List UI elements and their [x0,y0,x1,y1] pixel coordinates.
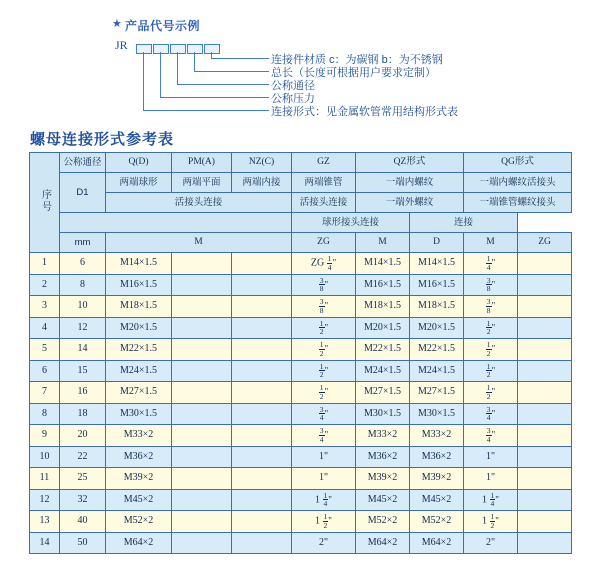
cell-seq: 8 [30,403,60,425]
cell-nz-thread [232,425,292,447]
cell-qz-m: M22×1.5 [356,339,410,361]
cell-q-thread: M64×2 [106,532,172,554]
cell-q-thread: M22×1.5 [106,339,172,361]
cell-qg-m: $\frac{1}{2}$ " [464,339,518,361]
cell-nominal-diameter: 40 [60,511,106,533]
table-body [30,253,572,554]
col-header-dn-unit: mm [60,233,106,253]
col-header-group-code: QZ形式 [356,153,464,173]
cell-nominal-diameter: 50 [60,532,106,554]
cell-gz-thread: $\frac{1}{2}$ " [292,360,356,382]
cell-pm-thread [172,339,232,361]
col-header-group-code: NZ(C) [232,153,292,173]
col-header-seq: 序号 [30,153,60,253]
star-icon: ★ [112,18,122,30]
cell-qg-m: 1 $\frac{1}{4}$ " [464,489,518,511]
cell-seq: 10 [30,446,60,468]
diagram-note: 连接件材质 c：为碳钢 b：为不锈钢 [271,54,443,66]
cell-qg-m: $\frac{3}{4}$ " [464,403,518,425]
cell-qz-d: M52×2 [410,511,464,533]
col-header-group-desc: 两端平面 [172,173,232,193]
cell-gz-thread: 1 $\frac{1}{2}$ " [292,511,356,533]
cell-qg-m: $\frac{3}{4}$ " [464,425,518,447]
cell-gz-thread: $\frac{3}{8}$ " [292,274,356,296]
cell-qg-m: 1" [464,446,518,468]
cell-qg-m: 2" [464,532,518,554]
col-header-connection-type: 活接头连接 [106,193,292,213]
cell-qz-d: M24×1.5 [410,360,464,382]
col-header-blank [60,213,292,233]
cell-pm-thread [172,317,232,339]
cell-nz-thread [232,489,292,511]
cell-seq: 13 [30,511,60,533]
col-header-group-code: QG形式 [464,153,572,173]
table-row [30,296,572,318]
table-row [30,382,572,404]
cell-qg-zg [518,489,572,511]
cell-q-thread: M36×2 [106,446,172,468]
col-header-thread-zg: ZG [292,233,356,253]
diagram-note: 连接形式：见金属软管常用结构形式表 [271,106,458,118]
cell-seq: 9 [30,425,60,447]
col-header-group-code: GZ [292,153,356,173]
table-row [30,253,572,275]
cell-pm-thread [172,489,232,511]
cell-qz-m: M52×2 [356,511,410,533]
cell-pm-thread [172,532,232,554]
cell-qg-zg [518,253,572,275]
cell-seq: 11 [30,468,60,490]
leader-line [143,52,269,111]
cell-qg-m: $\frac{1}{2}$ " [464,382,518,404]
cell-qz-m: M27×1.5 [356,382,410,404]
cell-pm-thread [172,403,232,425]
cell-nominal-diameter: 12 [60,317,106,339]
cell-qg-m: 1" [464,468,518,490]
col-header-connection-type: 一端锥管螺纹接头 [464,193,572,213]
col-header-ball-joint: 球形接头连接 [292,213,410,233]
cell-qg-zg [518,382,572,404]
cell-pm-thread [172,274,232,296]
cell-qz-d: M64×2 [410,532,464,554]
cell-nz-thread [232,274,292,296]
cell-nz-thread [232,468,292,490]
cell-q-thread: M30×1.5 [106,403,172,425]
cell-qg-zg [518,274,572,296]
cell-nominal-diameter: 6 [60,253,106,275]
cell-q-thread: M18×1.5 [106,296,172,318]
cell-nz-thread [232,382,292,404]
cell-qz-d: M18×1.5 [410,296,464,318]
cell-qg-zg [518,511,572,533]
cell-qg-m: $\frac{3}{8}$ " [464,274,518,296]
cell-nz-thread [232,532,292,554]
cell-pm-thread [172,468,232,490]
cell-qg-zg [518,403,572,425]
cell-qg-m: $\frac{1}{4}$ " [464,253,518,275]
cell-seq: 5 [30,339,60,361]
cell-qz-d: M39×2 [410,468,464,490]
cell-qz-m: M33×2 [356,425,410,447]
product-code-prefix: JR [115,38,128,52]
cell-qz-d: M27×1.5 [410,382,464,404]
cell-qz-d: M33×2 [410,425,464,447]
cell-qg-zg [518,468,572,490]
col-header-dn-title: 公称通径 [60,153,106,173]
cell-qg-m: $\frac{1}{2}$ " [464,317,518,339]
cell-seq: 1 [30,253,60,275]
col-header-connection-type: 一端外螺纹 [356,193,464,213]
cell-q-thread: M33×2 [106,425,172,447]
cell-qz-d: M36×2 [410,446,464,468]
cell-nz-thread [232,339,292,361]
section-title: 螺母连接形式参考表 [30,131,175,148]
cell-qg-m: 1 $\frac{1}{2}$ " [464,511,518,533]
cell-qz-d: M45×2 [410,489,464,511]
table-row [30,339,572,361]
col-header-group-desc: 两端内接 [232,173,292,193]
cell-qg-zg [518,360,572,382]
cell-qg-zg [518,532,572,554]
reference-table [29,152,572,554]
cell-gz-thread: $\frac{3}{4}$ " [292,403,356,425]
col-header-connection-type: 活接头连接 [292,193,356,213]
cell-q-thread: M20×1.5 [106,317,172,339]
diagram-note: 公称通径 [271,80,315,92]
cell-pm-thread [172,296,232,318]
diagram-note: 公称压力 [271,93,315,105]
cell-q-thread: M14×1.5 [106,253,172,275]
table-row [30,360,572,382]
cell-nz-thread [232,403,292,425]
cell-gz-thread: 1" [292,446,356,468]
table-row [30,532,572,554]
cell-nz-thread [232,360,292,382]
cell-qz-m: M18×1.5 [356,296,410,318]
cell-seq: 2 [30,274,60,296]
col-header-group-desc: 一端内螺纹活接头 [464,173,572,193]
cell-pm-thread [172,360,232,382]
cell-seq: 3 [30,296,60,318]
cell-qg-zg [518,446,572,468]
table-header-row [30,213,572,233]
cell-nominal-diameter: 20 [60,425,106,447]
cell-pm-thread [172,253,232,275]
table-row [30,403,572,425]
table-row [30,425,572,447]
cell-nominal-diameter: 25 [60,468,106,490]
cell-qz-d: M14×1.5 [410,253,464,275]
cell-nz-thread [232,296,292,318]
cell-pm-thread [172,446,232,468]
cell-qz-m: M30×1.5 [356,403,410,425]
cell-pm-thread [172,425,232,447]
cell-gz-thread: $\frac{1}{2}$ " [292,317,356,339]
cell-nz-thread [232,446,292,468]
cell-nz-thread [232,253,292,275]
table-row [30,468,572,490]
cell-qg-m: $\frac{1}{2}$ " [464,360,518,382]
cell-gz-thread: $\frac{1}{2}$ " [292,382,356,404]
cell-qg-zg [518,339,572,361]
table-row [30,274,572,296]
cell-qz-m: M36×2 [356,446,410,468]
cell-nominal-diameter: 16 [60,382,106,404]
col-header-connect: 连接 [410,213,518,233]
col-header-thread-m: M [464,233,518,253]
cell-qg-m: $\frac{3}{8}$ " [464,296,518,318]
cell-qz-d: M22×1.5 [410,339,464,361]
cell-q-thread: M24×1.5 [106,360,172,382]
table-row [30,317,572,339]
cell-qz-m: M14×1.5 [356,253,410,275]
cell-qg-zg [518,296,572,318]
col-header-thread-m: M [106,233,292,253]
table-header-row [30,173,572,193]
cell-seq: 12 [30,489,60,511]
cell-pm-thread [172,511,232,533]
cell-pm-thread [172,382,232,404]
cell-gz-thread: ZG $\frac{1}{4}$ " [292,253,356,275]
table-row [30,489,572,511]
cell-qg-zg [518,425,572,447]
col-header-thread-d: D [410,233,464,253]
cell-qz-d: M16×1.5 [410,274,464,296]
table-row [30,446,572,468]
cell-nominal-diameter: 22 [60,446,106,468]
col-header-group-code: PM(A) [172,153,232,173]
cell-q-thread: M39×2 [106,468,172,490]
col-header-group-code: Q(D) [106,153,172,173]
cell-nominal-diameter: 8 [60,274,106,296]
cell-q-thread: M27×1.5 [106,382,172,404]
cell-gz-thread: $\frac{3}{4}$ " [292,425,356,447]
cell-qz-m: M24×1.5 [356,360,410,382]
table-row [30,511,572,533]
col-header-group-desc: 两端锥管 [292,173,356,193]
cell-q-thread: M52×2 [106,511,172,533]
col-header-thread-zg: ZG [518,233,572,253]
cell-nz-thread [232,511,292,533]
col-header-thread-m: M [356,233,410,253]
nut-connection-table [29,152,571,554]
diagram-note: 总长（长度可根据用户要求定制） [271,67,436,79]
cell-qz-d: M20×1.5 [410,317,464,339]
cell-qg-zg [518,317,572,339]
col-header-dn-symbol: D1 [60,173,106,213]
cell-seq: 7 [30,382,60,404]
cell-seq: 4 [30,317,60,339]
cell-nominal-diameter: 15 [60,360,106,382]
table-header-row [30,233,572,253]
cell-qz-m: M20×1.5 [356,317,410,339]
cell-nominal-diameter: 14 [60,339,106,361]
cell-qz-m: M45×2 [356,489,410,511]
table-header-row [30,193,572,213]
cell-gz-thread: $\frac{1}{2}$ " [292,339,356,361]
cell-nominal-diameter: 18 [60,403,106,425]
cell-qz-m: M39×2 [356,468,410,490]
cell-nominal-diameter: 10 [60,296,106,318]
diagram-title: 产品代号示例 [125,19,201,33]
cell-seq: 6 [30,360,60,382]
product-code-diagram [0,0,600,125]
cell-gz-thread: 2" [292,532,356,554]
cell-q-thread: M45×2 [106,489,172,511]
cell-gz-thread: 1 $\frac{1}{4}$ " [292,489,356,511]
table-header-row [30,153,572,173]
cell-qz-m: M64×2 [356,532,410,554]
cell-qz-d: M30×1.5 [410,403,464,425]
cell-qz-m: M16×1.5 [356,274,410,296]
cell-gz-thread: $\frac{3}{8}$ " [292,296,356,318]
col-header-group-desc: 两端球形 [106,173,172,193]
cell-gz-thread: 1" [292,468,356,490]
cell-seq: 14 [30,532,60,554]
cell-q-thread: M16×1.5 [106,274,172,296]
cell-nz-thread [232,317,292,339]
cell-nominal-diameter: 32 [60,489,106,511]
col-header-group-desc: 一端内螺纹 [356,173,464,193]
